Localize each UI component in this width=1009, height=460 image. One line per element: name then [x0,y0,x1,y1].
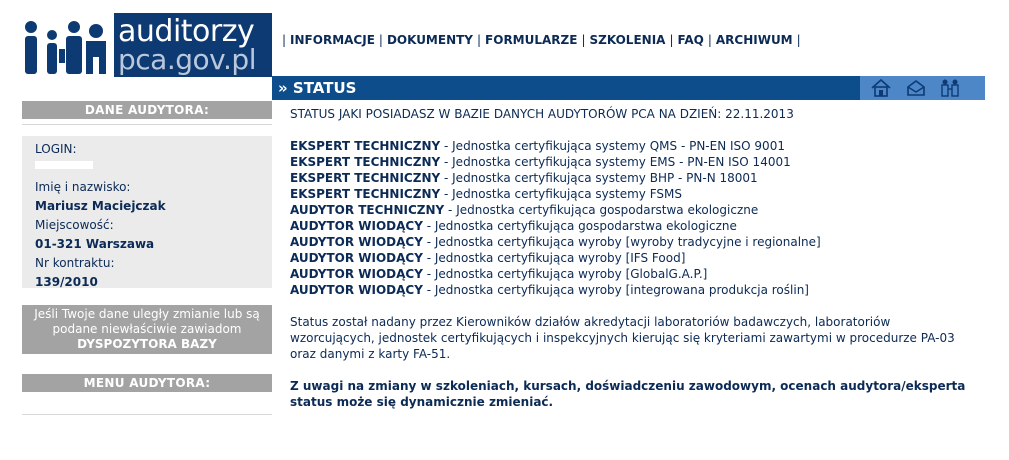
role-name: AUDYTOR WIODĄCY [290,251,423,265]
role-item [290,138,821,154]
role-desc: - Jednostka certyfikująca wyroby [GlobalG.A.P.] [422,267,708,281]
status-date-line: STATUS JAKI POSIADASZ W BAZIE DANYCH AUDYTORÓW PCA NA DZIEŃ: 22.11.2013 [290,107,794,121]
login-value-blank [35,161,93,169]
logo-domain: pca.gov.pl [118,43,256,76]
role-item [290,218,821,234]
nav-separator: | [477,33,482,47]
nav-separator: | [378,33,383,47]
auditor-info-box [22,136,272,288]
site-logo[interactable] [22,13,272,77]
notify-dispatcher-box[interactable] [22,305,272,354]
role-item [290,154,821,170]
role-desc: - Jednostka certyfikująca systemy QMS - PN-EN ISO 9001 [440,139,785,153]
role-desc: - Jednostka certyfikująca gospodarstwa ekologiczne [422,219,737,233]
role-desc: - Jednostka certyfikująca systemy BHP - PN-N 18001 [440,171,758,185]
home-icon[interactable] [870,78,892,98]
logo-word: auditorzy [118,14,255,49]
role-name: AUDYTOR WIODĄCY [290,235,423,249]
role-item [290,250,821,266]
role-name: AUDYTOR WIODĄCY [290,267,423,281]
nav-item-archiwum[interactable]: ARCHIWUM [715,33,793,47]
dispatcher-link[interactable]: DYSPOZYTORA BAZY [77,337,217,351]
role-name: EKSPERT TECHNICZNY [290,171,441,185]
nav-item-informacje[interactable]: INFORMACJE [290,33,375,47]
name-value: Mariusz Maciejczak [35,199,166,213]
dispatcher-text-line1: Jeśli Twoje dane uległy zmianie lub są [34,307,260,321]
login-label: LOGIN: [35,142,77,156]
role-item [290,170,821,186]
role-desc: - Jednostka certyfikująca wyroby [integrowana produkcja roślin] [422,283,809,297]
role-item [290,202,821,218]
nav-separator: | [669,33,674,47]
nav-item-formularze[interactable]: FORMULARZE [485,33,578,47]
status-note: Status został nadany przez Kierowników działów akredytacji laboratoriów badawczych, laboratoriów wzorcujących, jednostek certyfikujących i inspekcyjnych kierując się kryteriami zawartymi w procedurze PA-03 oraz danymi z karty FA-51. [290,315,955,361]
role-name: AUDYTOR TECHNICZNY [290,203,445,217]
role-item [290,282,821,298]
mail-icon[interactable] [905,78,927,98]
status-icons [860,76,985,100]
top-nav [278,32,805,48]
city-label: Miejscowość: [35,218,114,232]
role-item [290,266,821,282]
role-name: AUDYTOR WIODĄCY [290,219,423,233]
role-item [290,234,821,250]
role-name: EKSPERT TECHNICZNY [290,139,441,153]
name-label: Imię i nazwisko: [35,180,131,194]
contract-label: Nr kontraktu: [35,256,115,270]
role-name: EKSPERT TECHNICZNY [290,187,441,201]
status-bar [272,76,985,100]
role-name: AUDYTOR WIODĄCY [290,283,423,297]
nav-separator: | [581,33,586,47]
role-desc: - Jednostka certyfikująca systemy EMS - PN-EN ISO 14001 [440,155,791,169]
nav-item-szkolenia[interactable]: SZKOLENIA [589,33,666,47]
role-desc: - Jednostka certyfikująca wyroby [IFS Food] [422,251,686,265]
city-value: 01-321 Warszawa [35,237,155,251]
dispatcher-text-line2: podane niewłaściwie zawiadom [52,322,242,336]
nav-item-faq[interactable]: FAQ [677,33,704,47]
people-logo-icon [22,17,114,75]
status-title: » STATUS [278,79,357,97]
role-desc: - Jednostka certyfikująca gospodarstwa ekologiczne [444,203,759,217]
sidebar-header-menu: MENU AUDYTORA: [22,374,272,392]
sidebar-divider [22,414,272,415]
sidebar-divider [22,124,272,125]
status-warning: Z uwagi na zmiany w szkoleniach, kursach, doświadczeniu zawodowym, ocenach audytora/eksperta status może się dynamicznie zmieniać. [290,379,966,409]
sidebar-header-dane: DANE AUDYTORA: [22,101,272,119]
nav-item-dokumenty[interactable]: DOKUMENTY [386,33,473,47]
nav-separator: | [796,33,801,47]
role-item [290,186,821,202]
role-desc: - Jednostka certyfikująca systemy FSMS [440,187,682,201]
role-desc: - Jednostka certyfikująca wyroby [wyroby tradycyjne i regionalne] [422,235,821,249]
role-name: EKSPERT TECHNICZNY [290,155,441,169]
nav-separator: | [282,33,287,47]
contract-value: 139/2010 [35,275,98,289]
sitemap-icon[interactable] [939,78,961,98]
roles-list [290,138,821,298]
nav-separator: | [707,33,712,47]
